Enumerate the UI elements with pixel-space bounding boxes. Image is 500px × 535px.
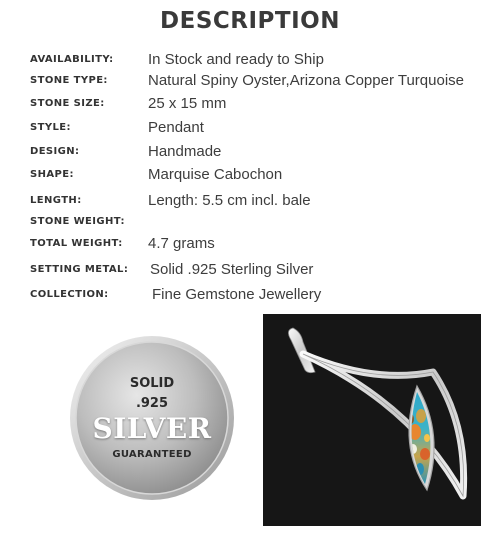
spec-value: 4.7 grams bbox=[148, 235, 215, 252]
spec-value: In Stock and ready to Ship bbox=[148, 51, 324, 68]
spec-row-stone-weight bbox=[0, 213, 500, 233]
spec-label: TOTAL WEIGHT: bbox=[30, 238, 123, 249]
spec-label: STONE TYPE: bbox=[30, 75, 108, 86]
badge-silver-text: SILVER bbox=[92, 412, 212, 445]
spec-row-shape bbox=[0, 166, 500, 186]
spec-label: DESIGN: bbox=[30, 146, 80, 157]
silver-guarantee-badge bbox=[68, 334, 236, 502]
spec-value: Natural Spiny Oyster,Arizona Copper Turquoise bbox=[148, 72, 464, 89]
spec-row-total-weight bbox=[0, 235, 500, 255]
spec-value: Handmade bbox=[148, 143, 222, 160]
badge-925-text: .925 bbox=[135, 396, 169, 411]
spec-row-style bbox=[0, 119, 500, 139]
spec-value: Pendant bbox=[148, 119, 204, 136]
spec-row-stone-type bbox=[0, 72, 500, 92]
badge-solid-text: SOLID bbox=[129, 376, 175, 391]
spec-value: 25 x 15 mm bbox=[148, 95, 227, 112]
spec-label: SHAPE: bbox=[30, 169, 74, 180]
spec-row-stone-size bbox=[0, 95, 500, 115]
spec-label: LENGTH: bbox=[30, 195, 82, 206]
spec-value: Fine Gemstone Jewellery bbox=[152, 286, 322, 303]
spec-value: Marquise Cabochon bbox=[148, 166, 283, 183]
spec-label: AVAILABILITY: bbox=[30, 54, 114, 65]
spec-label: STONE WEIGHT: bbox=[30, 216, 125, 227]
spec-value: Length: 5.5 cm incl. bale bbox=[148, 192, 311, 209]
page-title: DESCRIPTION bbox=[160, 8, 340, 34]
spec-row-availability bbox=[0, 51, 500, 71]
spec-row-design bbox=[0, 143, 500, 163]
spec-label: COLLECTION: bbox=[30, 289, 109, 300]
spec-label: STYLE: bbox=[30, 122, 71, 133]
spec-value: Solid .925 Sterling Silver bbox=[150, 261, 314, 278]
spec-row-length bbox=[0, 192, 500, 212]
spec-row-setting-metal bbox=[0, 261, 500, 281]
pendant-image bbox=[263, 314, 481, 526]
spec-label: SETTING METAL: bbox=[30, 264, 129, 275]
badge-guaranteed-text: GUARANTEED bbox=[112, 449, 192, 460]
spec-label: STONE SIZE: bbox=[30, 98, 105, 109]
product-photo bbox=[263, 314, 481, 526]
spec-row-collection bbox=[0, 286, 500, 306]
